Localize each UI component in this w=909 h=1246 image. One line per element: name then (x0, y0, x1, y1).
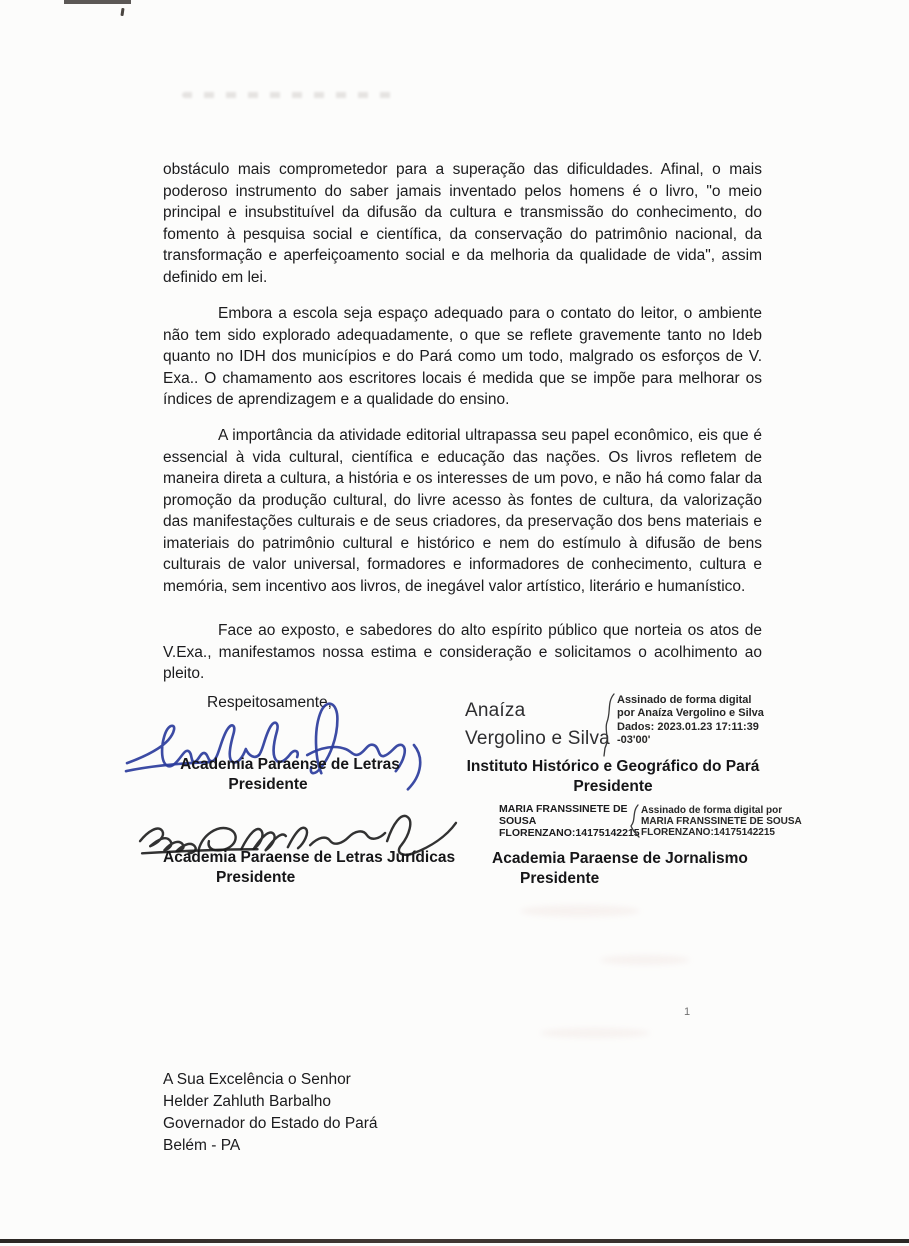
signature-block-letras-juridicas (163, 848, 483, 888)
organization-name: Academia Paraense de Jornalismo (492, 850, 748, 867)
body-paragraph-1: obstáculo mais comprometedor para a superação das dificuldades. Afinal, o mais poderoso instrumento do saber jamais inventado pelos homens é o livro, "o meio principal e insubstituível da difusão da cultura e transmissão do conhecimento, do fomento à pesquisa social e científica, da conservação do patrimônio nacional, da transformação e aperfeiçoamento social e da melhoria da qualidade de vida", assim definido em lei. (163, 161, 762, 286)
organization-name: Instituto Histórico e Geográfico do Pará (466, 758, 760, 775)
stamp-line: Assinado de forma digital por (641, 805, 783, 816)
body-paragraph-3: A importância da atividade editorial ultrapassa seu papel econômico, eis que é essencial à vida cultural, científica e educação das nações. Os livros refletem de maneira direta a cultura, a história e os interesses de um povo, e não há como falar da promoção da produção cultural, do livre acesso às fontes de cultura, da valorização das manifestações culturais e de seus criadores, da preservação dos bens materiais e imateriais do patrimônio cultural e histórico e nem do estímulo à difusão de bens culturais de valor universal, formadores e informadores de conhecimento, cultura e memória, sem incentivo aos livros, de inegável valor artístico, literário e humanístico. (163, 427, 762, 595)
closing-salutation: Respeitosamente, (207, 694, 332, 711)
page-number: 1 (684, 1006, 691, 1018)
organization-name: Academia Paraense de Letras (180, 756, 400, 773)
signer-role: Presidente (216, 869, 296, 886)
signer-id-line: SOUSA (499, 814, 537, 827)
address-line: Belém - PA (163, 1137, 241, 1154)
scan-artifact-bottom-edge (0, 1239, 909, 1243)
stamp-line: FLORENZANO:14175142215 (641, 827, 775, 839)
signature-block-instituto (455, 757, 771, 797)
scan-artifact-bleed (600, 955, 690, 965)
body-paragraph-4: Face ao exposto, e sabedores do alto espírito público que norteia os atos de V.Exa., manifestamos nossa estima e consideração e solicitamos o acolhimento ao pleito. (163, 622, 762, 682)
stamp-line: por Anaíza Vergolino e Silva (617, 707, 764, 720)
stamp-line: -03'00' (617, 734, 651, 747)
digital-signer-name (465, 697, 610, 752)
digital-signature-bracket-icon (602, 692, 616, 758)
signature-block-jornalismo (492, 849, 772, 889)
digital-signature-details (641, 805, 802, 839)
digital-signature-details (617, 694, 764, 748)
scan-artifact-tick (120, 8, 124, 16)
scan-artifact-bleed (520, 905, 640, 917)
stamp-line: MARIA FRANSSINETE DE SOUSA (641, 816, 802, 828)
scan-artifact-bleed (540, 1028, 650, 1038)
organization-name: Academia Paraense de Letras Jurídicas (163, 849, 456, 866)
digital-signer-id (499, 804, 640, 839)
digital-signature-bracket-icon (628, 804, 640, 838)
signer-id-line: FLORENZANO:14175142215 (499, 826, 640, 839)
scan-artifact-top-bar (64, 0, 131, 4)
address-line: A Sua Excelência o Senhor (163, 1071, 351, 1088)
digital-signer-name-line1: Anaíza (465, 700, 526, 721)
signer-role: Presidente (520, 870, 600, 887)
recipient-address (163, 1069, 378, 1157)
signer-role: Presidente (573, 778, 653, 795)
scan-artifact-smudge (182, 92, 394, 98)
address-line: Helder Zahluth Barbalho (163, 1093, 332, 1110)
digital-signer-name-line2: Vergolino e Silva (465, 727, 610, 749)
stamp-line: Dados: 2023.01.23 17:11:39 (617, 720, 759, 733)
signer-id-line: MARIA FRANSSINETE DE (499, 803, 628, 815)
body-paragraph-2: Embora a escola seja espaço adequado para o contato do leitor, o ambiente não tem sido explorado adequadamente, o que se reflete gravemente tanto no Ideb quanto no IDH dos municípios e do Pará como um todo, malgrado os esforços de V. Exa.. O chamamento aos escritores locais é medida que se impõe para melhorar os índices de aprendizagem e a qualidade do ensino. (163, 305, 762, 408)
address-line: Governador do Estado do Pará (163, 1115, 378, 1132)
signature-block-letras (148, 755, 432, 795)
signer-role: Presidente (228, 776, 308, 793)
stamp-line: Assinado de forma digital (617, 694, 752, 706)
